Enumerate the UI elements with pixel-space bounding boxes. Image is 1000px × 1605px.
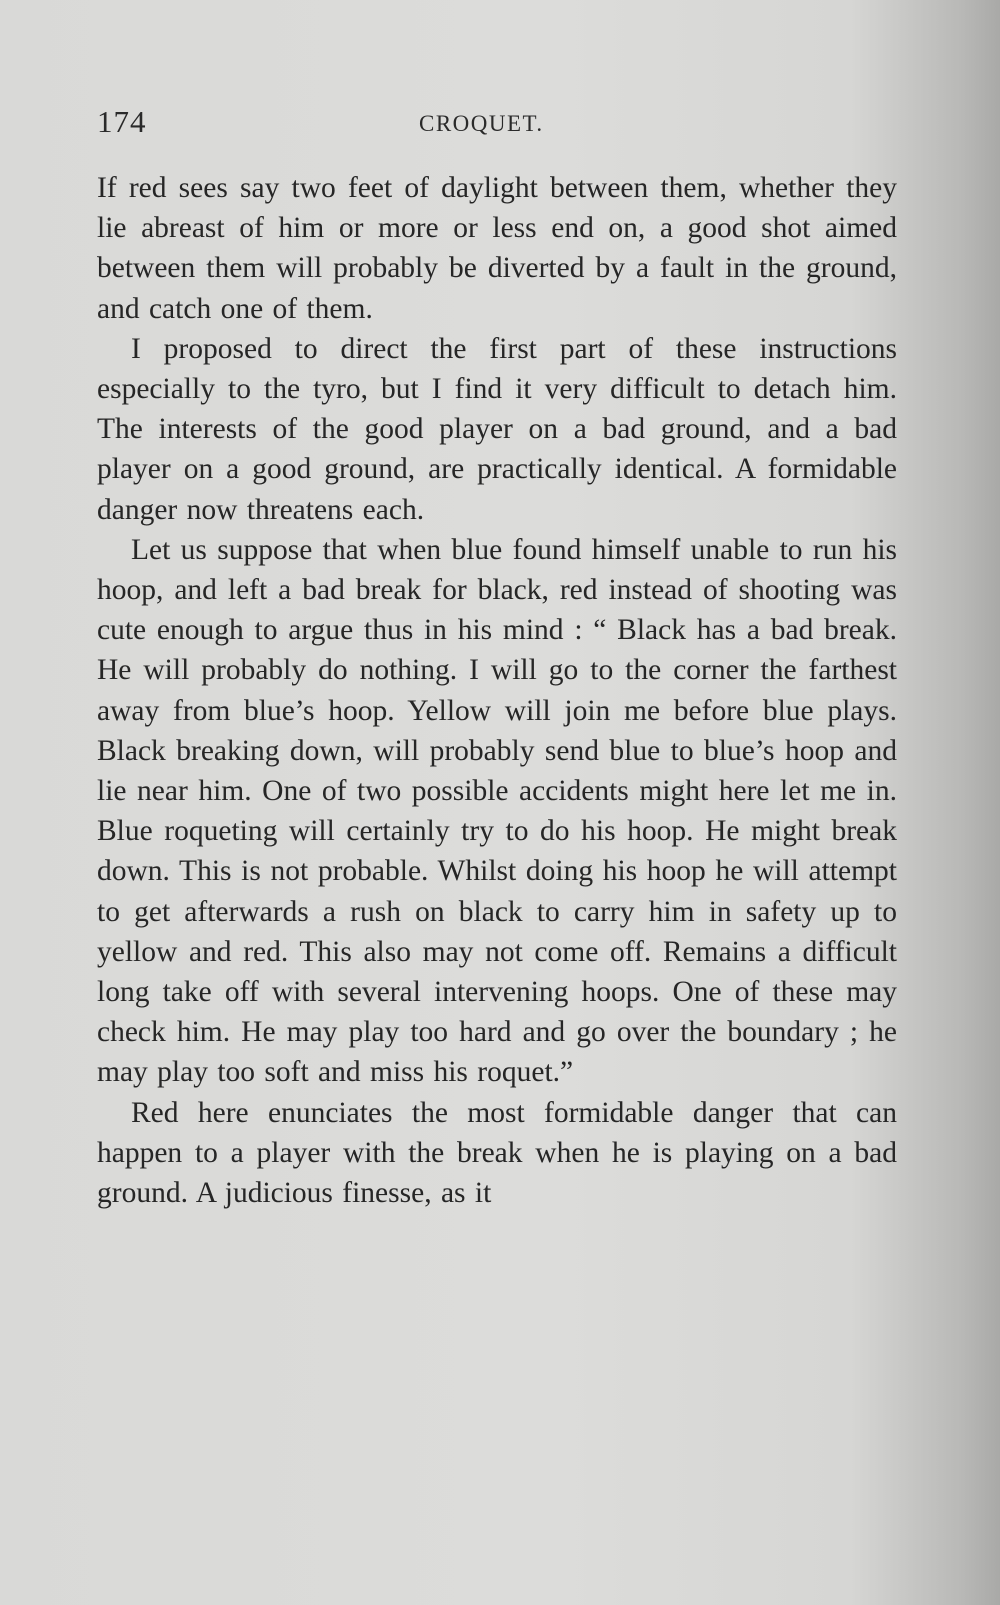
page-number: 174 bbox=[97, 104, 147, 139]
paragraph-4: Red here enunciates the most formidable danger that can happen to a player with the break when he is playing on a bad ground. A judicious finesse, as it bbox=[97, 1096, 897, 1210]
paragraph-3: Let us suppose that when blue found himself unable to run his hoop, and left a bad break for black, red instead of shooting was cute enough to argue thus in his mind : “ Black has a bad break. He will probably do nothing. I will go to the corner the farthest away from blue’s hoop. Yellow will join me before blue plays. Black breaking down, will probably send blue to blue’s hoop and lie near him. One of two possible accidents might here let me in. Blue roqueting will certainly try to do his hoop. He might break down. This is not probable. Whilst doing his hoop he will attempt to get afterwards a rush on black to carry him in safety up to yellow and red. This also may not come off. Remains a difficult long take off with several intervening hoops. One of these may check him. He may play too hard and go over the boundary ; he may play too soft and miss his roquet.” bbox=[97, 533, 897, 1089]
running-head bbox=[97, 104, 897, 144]
paragraph-1: If red sees say two feet of daylight between them, whether they lie abreast of him or more or less end on, a good shot aimed between them will probably be diverted by a fault in the ground, and catch one of them. bbox=[97, 172, 897, 325]
paragraph-2: I proposed to direct the first part of these instructions especially to the tyro, but I find it very difficult to detach him. The interests of the good player on a bad ground, and a bad player on a good ground, are practically identical. A formidable danger now threatens each. bbox=[97, 332, 897, 526]
running-title: CROQUET. bbox=[419, 111, 544, 136]
body-text bbox=[97, 168, 897, 1213]
